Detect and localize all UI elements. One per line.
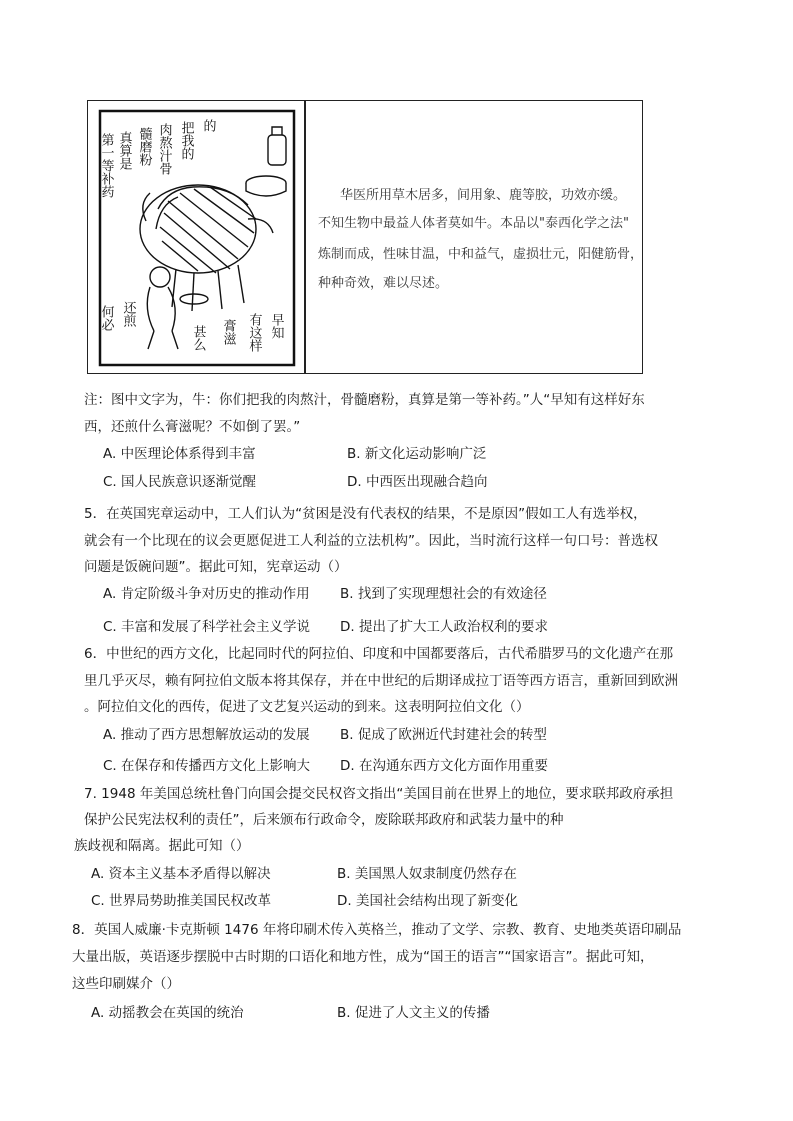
q6-option-c: C. 在保存和传播西方文化上影响大: [103, 758, 311, 774]
caption-col-5: 把我的: [178, 121, 194, 160]
q8-stem-line-3: 这些印刷媒介（）: [72, 976, 180, 992]
caption-col-7: 何必: [98, 305, 114, 331]
q8-stem-line-1: 8．英国人威廉·卡克斯顿 1476 年将印刷术传入英格兰，推动了文学、宗教、教育、史地类英语印刷品: [72, 922, 682, 938]
q5-stem-line-3: 问题是饭碗问题”。据此可知，宪章运动（）: [84, 559, 348, 575]
q6-stem-line-3: 。阿拉伯文化的西传，促进了文艺复兴运动的到来。这表明阿拉伯文化（）: [84, 699, 530, 715]
q6-stem-line-1: 6．中世纪的西方文化，比起同时代的阿拉伯、印度和中国都要落后，古代希腊罗马的文化遗产在那: [84, 646, 674, 662]
figure-divider: [304, 101, 306, 373]
caption-col-8: 还煎: [120, 301, 136, 327]
q7-stem-line-3: 族歧视和隔离。据此可知（）: [74, 838, 250, 854]
q4-option-a: A. 中医理论体系得到丰富: [103, 446, 256, 462]
q6-stem-line-2: 里几乎灭尽，赖有阿拉伯文版本将其保存，并在中世纪的后期译成拉丁语等西方语言，重新回到欧洲: [84, 673, 678, 689]
q5-option-d: D. 提出了扩大工人政治权利的要求: [340, 619, 548, 635]
caption-col-11: 有这样: [246, 313, 262, 352]
q8-option-b: B. 促进了人文主义的传播: [337, 1005, 490, 1021]
ad-line-3: 炼制而成，性味甘温，中和益气，虚损壮元，阳健筋骨，: [318, 247, 644, 262]
tin-can: [246, 176, 286, 196]
ad-line-2: 不知生物中最益人体者莫如牛。本品以"泰西化学之法": [318, 216, 629, 231]
q5-option-b: B. 找到了实现理想社会的有效途径: [340, 586, 547, 602]
figure-box: [87, 100, 643, 374]
q6-option-b: B. 促成了欧洲近代封建社会的转型: [340, 727, 547, 743]
caption-col-12: 早知: [268, 313, 284, 339]
caption-col-10: 膏滋: [220, 319, 236, 345]
caption-col-2: 真算是: [116, 131, 132, 170]
q7-option-c: C. 世界局势助推美国民权改革: [91, 893, 272, 909]
q6-option-d: D. 在沟通东西方文化方面作用重要: [340, 758, 548, 774]
caption-col-3: 髓磨粉: [136, 127, 152, 166]
q8-stem-line-2: 大量出版，英语逐步摆脱中古时期的口语化和地方性，成为“国王的语言”“国家语言”。据此可知，: [72, 949, 654, 965]
q4-option-d: D. 中西医出现融合趋向: [347, 474, 488, 490]
q4-note-line-2: 西，还煎什么膏滋呢？不如倒了罢。”: [84, 419, 301, 435]
q5-stem-line-2: 就会有一个比现在的议会更愿促进工人利益的立法机构”。因此，当时流行这样一句口号：普选权: [84, 533, 658, 549]
q4-option-b: B. 新文化运动影响广泛: [347, 446, 487, 462]
q7-option-d: D. 美国社会结构出现了新变化: [337, 893, 518, 909]
q6-option-a: A. 推动了西方思想解放运动的发展: [103, 727, 310, 743]
q4-option-c: C. 国人民族意识逐渐觉醒: [103, 474, 257, 490]
caption-col-9: 甚么: [190, 325, 206, 351]
q8-option-a: A. 动摇教会在英国的统治: [91, 1005, 244, 1021]
caption-col-6: 的: [200, 119, 216, 132]
caption-col-1: 第一等补药: [98, 133, 114, 198]
ad-line-4: 种种奇效，难以尽述。: [318, 276, 449, 291]
q7-stem-line-2: 保护公民宪法权利的责任”，后来颁布行政命令，废除联邦政府和武装力量中的种: [84, 812, 564, 828]
caption-col-4: 肉熬汁骨: [156, 123, 172, 175]
ox-cartoon-image: [98, 109, 296, 367]
q4-note-line-1: 注：图中文字为，牛：你们把我的肉熬汁，骨髓磨粉，真算是第一等补药。”人“早知有这样好东: [84, 392, 645, 408]
q7-stem-line-1: 7. 1948 年美国总统杜鲁门向国会提交民权咨文指出“美国目前在世界上的地位，要求联邦政府承担: [84, 786, 674, 802]
q5-option-c: C. 丰富和发展了科学社会主义学说: [103, 619, 311, 635]
q5-stem-line-1: 5．在英国宪章运动中，工人们认为“贫困是没有代表权的结果，不是原因”假如工人有选举权，: [84, 506, 647, 522]
ad-line-1: 华医所用草木居多，间用象、鹿等胶，功效亦缓。: [340, 188, 627, 203]
q5-option-a: A. 肯定阶级斗争对历史的推动作用: [103, 586, 310, 602]
q7-option-a: A. 资本主义基本矛盾得以解决: [91, 866, 271, 882]
q7-option-b: B. 美国黑人奴隶制度仍然存在: [337, 866, 517, 882]
